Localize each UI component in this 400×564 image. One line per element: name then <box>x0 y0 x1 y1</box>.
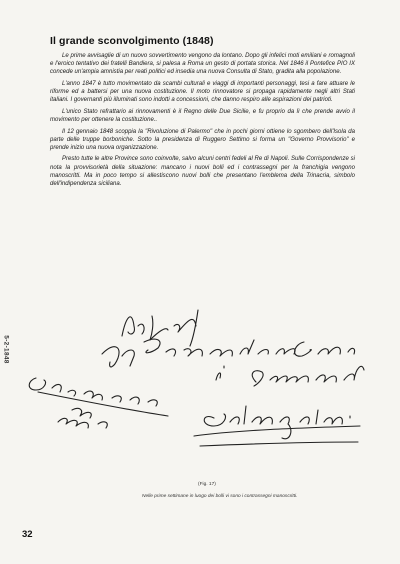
handwriting-stroke <box>204 406 350 439</box>
handwriting-stroke <box>29 378 157 406</box>
date-stamp-text: 5-2-1848 <box>2 335 10 364</box>
handwriting-stroke <box>58 408 107 428</box>
handwriting-illustration <box>18 296 380 476</box>
page-number: 32 <box>22 529 33 540</box>
handwritten-letter-figure <box>18 296 380 476</box>
paragraph-2: L'anno 1847 è tutto movimentato da scambi culturali e viaggi di importanti personaggi, tesi a fare attuare le riforme ed a battersi per una nuova costituzione. Il moto rinnovatore si propaga rapidamente negli altri Stati italiani. I governanti più illuminati sono indotti a concessioni, che danno respiro alle aspirazioni dei patrioti. <box>50 80 355 104</box>
figure-caption: Nelle prime settimane in luogo dei bolli vi sono i contrassegni manoscritti. <box>142 494 298 499</box>
handwriting-stroke <box>122 310 198 346</box>
body-text <box>50 52 355 191</box>
handwriting-stroke <box>216 366 364 386</box>
paragraph-1: Le prime avvisaglie di un nuovo sovvertimento vengono da lontano. Dopo gli infelici moti emiliani e romagnoli e l'eroico tentativo dei fratelli Bandiera, si palesa a Roma un gesto di portata storica. Nel 1846 il Pontefice PIO IX concede un'ampia amnistia per reati politici ed insedia una nuova Consulta di Stato, gradita alla popolazione. <box>50 53 355 76</box>
handwriting-stroke <box>38 392 168 416</box>
handwriting-stroke <box>194 426 360 436</box>
handwriting-stroke <box>102 339 355 367</box>
paragraph-4: Il 12 gennaio 1848 scoppia la "Rivoluzione di Palermo" che in pochi giorni ottiene lo sgombero dell'Isola da parte delle truppe borboniche. Sotto la presidenza di Ruggero Settimo si forma un "Governo Provvisorio" e prende inizio una nuova organizzazione. <box>50 128 355 151</box>
figure-label: (Fig. 17) <box>198 482 216 487</box>
paragraph-3: L'unico Stato refrattario ai rinnovamenti è il Regno delle Due Sicilie, e fu proprio da lì che prende avvio il movimento per ottenere la costituzione.. <box>50 108 355 123</box>
handwriting-stroke <box>200 442 358 446</box>
section-title: Il grande sconvolgimento (1848) <box>50 35 214 47</box>
paragraph-5: Presto tutte le altre Province sono coinvolte, salvo alcuni centri fedeli al Re di Napoli. Sulle Corrispondenze si nota la provvisorietà della situazione: mancano i nuovi bolli ed i contrassegni per la franchigia vengono manoscritti. Ma in poco tempo si allestiscono nuovi bolli che presentano l'emblema della Trinacria, simbolo dell'indipendenza siciliana. <box>50 156 355 187</box>
